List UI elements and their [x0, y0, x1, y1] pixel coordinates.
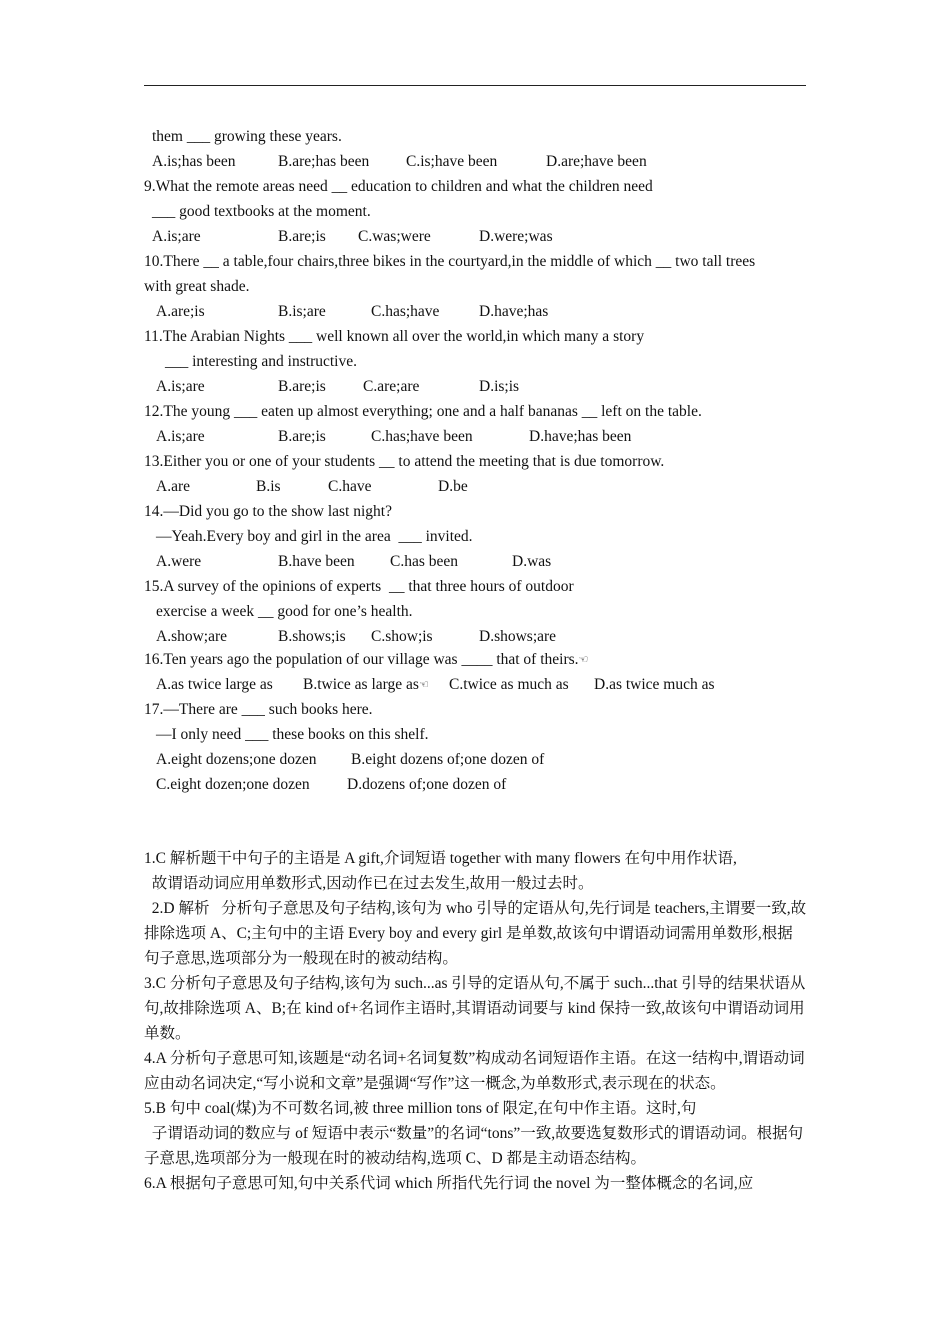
- option-c: C.is;have been: [406, 153, 498, 170]
- hand-pointing-icon: ☜: [418, 679, 429, 692]
- q16-option-c: C.twice as much as: [449, 676, 569, 693]
- question-line: 11.The Arabian Nights ___ well known all over the world,in which many a story: [144, 328, 645, 345]
- question-line: 15.A survey of the opinions of experts __ that three hours of outdoor: [144, 578, 574, 595]
- option-d: D.was: [512, 553, 552, 570]
- option-d: D.have;has been: [529, 428, 632, 445]
- question-line: 13.Either you or one of your students __ to attend the meeting that is due tomorrow.: [144, 453, 665, 470]
- option-a: A.is;are: [152, 228, 201, 245]
- q17-option-a: A.eight dozens;one dozen: [156, 751, 317, 768]
- hand-pointing-icon: ☜: [578, 654, 589, 667]
- answer-1: 1.C 解析题干中句子的主语是 A gift,介词短语 together with many flowers 在句中用作状语, 故谓语动词应用单数形式,因动作已在过去发生,故用一般过去时。: [144, 850, 737, 892]
- option-b: B.are;is: [278, 378, 326, 395]
- option-d: D.be: [438, 478, 468, 495]
- header-rule: [144, 85, 806, 86]
- option-d: D.shows;are: [479, 628, 557, 645]
- question-line: 10.There __ a table,four chairs,three bikes in the courtyard,in the middle of which __ two tall trees: [144, 253, 756, 270]
- answer-4: 4.A 分析句子意思可知,该题是“动名词+名词复数”构成动名词短语作主语。在这一结构中,谓语动词应由动名词决定,“写小说和文章”是强调“写作”这一概念,为单数形式,表示现在的状态。: [144, 1050, 805, 1092]
- option-c: C.was;were: [358, 228, 431, 245]
- question-line: exercise a week __ good for one’s health.: [156, 603, 413, 620]
- option-a: A.is;has been: [152, 153, 236, 170]
- option-b: B.are;is: [278, 228, 326, 245]
- answer-5: 5.B 句中 coal(煤)为不可数名词,被 three million tons of 限定,在句中作主语。这时,句 子谓语动词的数应与 of 短语中表示“数量”的名词“tons”一致,故要选复数形式的谓语动词。根据句子意思,选项部分为一般现在时的被动结构,选项 C、D 都是主动语态结构。: [144, 1100, 804, 1167]
- option-b: B.is;are: [278, 303, 326, 320]
- option-c: C.show;is: [371, 628, 433, 645]
- question-line: 9.What the remote areas need __ education to children and what the children need: [144, 178, 653, 195]
- option-c: C.has;have: [371, 303, 440, 320]
- q17-option-b: B.eight dozens of;one dozen of: [351, 751, 545, 768]
- option-c: C.has;have been: [371, 428, 473, 445]
- option-a: A.are;is: [156, 303, 205, 320]
- question-line: —Yeah.Every boy and girl in the area ___ invited.: [156, 528, 473, 545]
- option-b: B.is: [256, 478, 281, 495]
- question-line: ___ interesting and instructive.: [165, 353, 357, 370]
- q16-option-d: D.as twice much as: [594, 676, 715, 693]
- option-b: B.are;has been: [278, 153, 370, 170]
- option-d: D.are;have been: [546, 153, 647, 170]
- answer-3: 3.C 分析句子意思及句子结构,该句为 such...as 引导的定语从句,不属于 such...that 引导的结果状语从句,故排除选项 A、B;在 kind of+名词作主语时,其谓语动词要与 kind 保持一致,故该句中谓语动词用单数。: [144, 975, 806, 1042]
- question-line: 14.—Did you go to the show last night?: [144, 503, 392, 520]
- option-d: D.have;has: [479, 303, 549, 320]
- answer-6: 6.A 根据句子意思可知,句中关系代词 which 所指代先行词 the novel 为一整体概念的名词,应: [144, 1175, 754, 1192]
- q16-option-b: B.twice as large as: [303, 676, 419, 693]
- question-line: with great shade.: [144, 278, 250, 295]
- option-a: A.show;are: [156, 628, 228, 645]
- q16-option-a: A.as twice large as: [156, 676, 273, 693]
- option-b: B.shows;is: [278, 628, 346, 645]
- option-b: B.have been: [278, 553, 355, 570]
- option-d: D.were;was: [479, 228, 553, 245]
- question-16-text: 16.Ten years ago the population of our village was ____ that of theirs.: [144, 651, 579, 668]
- question-line: them ___ growing these years.: [152, 128, 342, 145]
- q17-option-c: C.eight dozen;one dozen: [156, 776, 310, 793]
- question-line: ___ good textbooks at the moment.: [152, 203, 371, 220]
- option-d: D.is;is: [479, 378, 520, 395]
- answer-explanations: [144, 846, 808, 1196]
- option-a: A.were: [156, 553, 202, 570]
- question-17-line-1: 17.—There are ___ such books here.: [144, 701, 373, 718]
- option-a: A.are: [156, 478, 190, 495]
- question-17-line-2: —I only need ___ these books on this shelf.: [156, 726, 429, 743]
- option-c: C.are;are: [363, 378, 420, 395]
- answer-2: 2.D 解析 分析句子意思及句子结构,该句为 who 引导的定语从句,先行词是 teachers,主谓要一致,故排除选项 A、C;主句中的主语 Every boy and every girl 是单数,故该句中谓语动词需用单数形,根据句子意思,选项部分为一般现在时的被动结构。: [144, 900, 807, 967]
- option-b: B.are;is: [278, 428, 326, 445]
- question-line: 12.The young ___ eaten up almost everything; one and a half bananas __ left on the table.: [144, 403, 702, 420]
- option-a: A.is;are: [156, 428, 205, 445]
- q17-option-d: D.dozens of;one dozen of: [347, 776, 507, 793]
- option-c: C.has been: [390, 553, 459, 570]
- option-c: C.have: [328, 478, 372, 495]
- option-a: A.is;are: [156, 378, 205, 395]
